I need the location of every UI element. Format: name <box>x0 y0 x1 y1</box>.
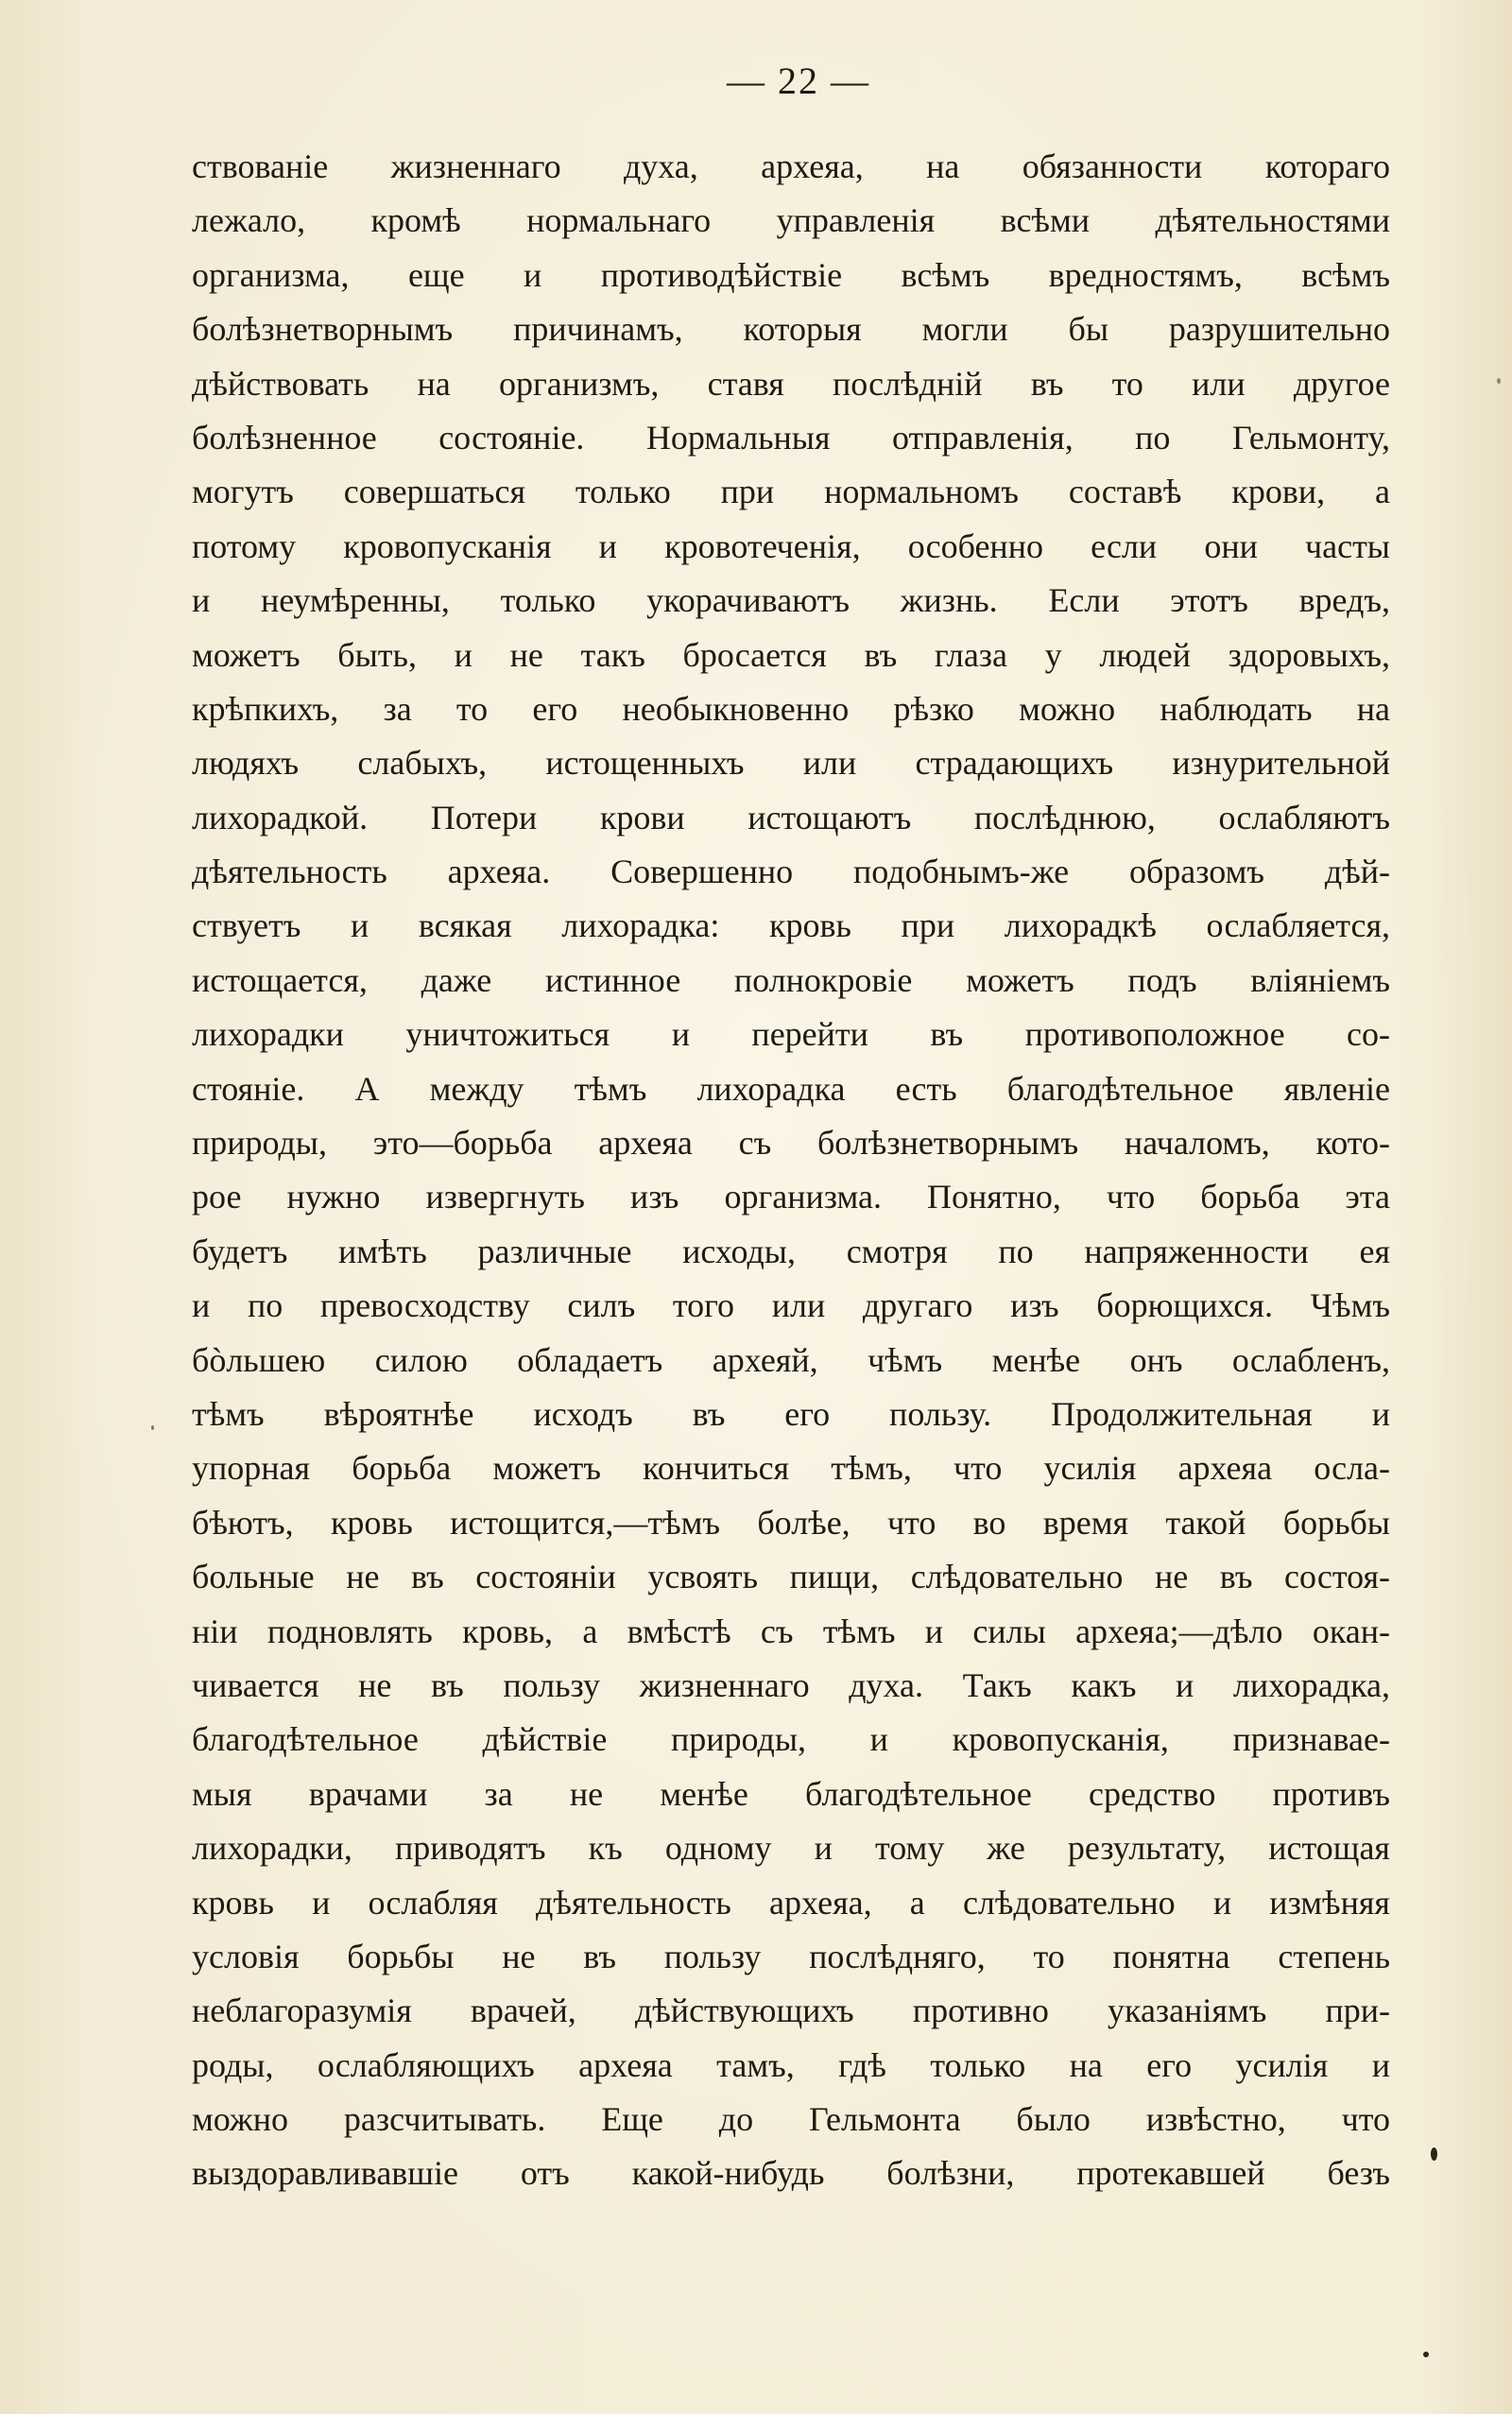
text-line: благодѣтельное дѣйствіе природы, и кровопусканія, признавае- <box>192 1720 1390 1759</box>
text-line: роды, ослабляющихъ археяа тамъ, гдѣ только на его усилія и <box>192 2045 1390 2084</box>
text-line: лежало, кромѣ нормальнаго управленія всѣми дѣятельностями <box>192 201 1390 240</box>
text-line: и неумѣренны, только укорачиваютъ жизнь. Если этотъ вредъ, <box>192 581 1390 620</box>
text-line: можетъ быть, и не такъ бросается въ глаза у людей здоровыхъ, <box>192 635 1390 674</box>
text-line: тѣмъ вѣроятнѣе исходъ въ его пользу. Продолжительная и <box>192 1394 1390 1433</box>
text-line: ствованіе жизненнаго духа, археяа, на обязанности котораго <box>192 147 1390 185</box>
text-line: дѣятельность археяа. Совершенно подобнымъ-же образомъ дѣй- <box>192 853 1390 891</box>
text-line: лихорадки уничтожиться и перейти въ противоположное со- <box>192 1015 1390 1054</box>
ink-speck <box>151 1425 154 1430</box>
text-line: больные не въ состояніи усвоять пищи, слѣдовательно не въ состоя- <box>192 1558 1390 1596</box>
text-line: болѣзнетворнымъ причинамъ, которыя могли бы разрушительно <box>192 310 1390 349</box>
ink-speck <box>1423 2352 1429 2357</box>
text-line: и по превосходству силъ того или другаго изъ борющихся. Чѣмъ <box>192 1286 1390 1325</box>
text-line: неблагоразумія врачей, дѣйствующихъ противно указаніямъ при- <box>192 1992 1390 2030</box>
text-line: выздоравливавшіе отъ какой-нибудь болѣзни, протекавшей безъ <box>192 2154 1390 2193</box>
text-line: потому кровопусканія и кровотеченія, особенно если они часты <box>192 526 1390 565</box>
text-line: бòльшею силою обладаетъ археяй, чѣмъ менѣе онъ ослабленъ, <box>192 1340 1390 1379</box>
page-number: — 22 — <box>727 60 870 102</box>
text-line: ствуетъ и всякая лихорадка: кровь при лихорадкѣ ослабляется, <box>192 906 1390 945</box>
text-line: рое нужно извергнуть изъ организма. Понятно, что борьба эта <box>192 1178 1390 1216</box>
text-line: чивается не въ пользу жизненнаго духа. Такъ какъ и лихорадка, <box>192 1665 1390 1704</box>
text-line: мыя врачами за не менѣе благодѣтельное средство противъ <box>192 1774 1390 1813</box>
text-line: ніи подновлять кровь, а вмѣстѣ съ тѣмъ и силы археяа;—дѣло окан- <box>192 1612 1390 1650</box>
text-line: могутъ совершаться только при нормальномъ составѣ крови, а <box>192 473 1390 511</box>
text-line: бѣютъ, кровь истощится,—тѣмъ болѣе, что во время такой борьбы <box>192 1503 1390 1542</box>
text-line: болѣзненное состояніе. Нормальныя отправленія, по Гельмонту, <box>192 418 1390 457</box>
text-line: кровь и ослабляя дѣятельность археяа, а слѣдовательно и измѣняя <box>192 1883 1390 1922</box>
text-line: лихорадки, приводятъ къ одному и тому же результату, истощая <box>192 1829 1390 1868</box>
text-line: истощается, даже истинное полнокровіе можетъ подъ вліяніемъ <box>192 960 1390 999</box>
text-line: организма, еще и противодѣйствіе всѣмъ вредностямъ, всѣмъ <box>192 255 1390 294</box>
text-line: стояніе. А между тѣмъ лихорадка есть благодѣтельное явленіе <box>192 1069 1390 1108</box>
ink-speck <box>1431 2147 1437 2161</box>
body-text <box>192 140 1390 2201</box>
text-line: природы, это—борьба археяа съ болѣзнетворнымъ началомъ, кото- <box>192 1124 1390 1163</box>
text-line: будетъ имѣть различные исходы, смотря по напряженности ея <box>192 1232 1390 1270</box>
text-line: упорная борьба можетъ кончиться тѣмъ, что усилія археяа осла- <box>192 1449 1390 1488</box>
ink-speck <box>1497 378 1501 384</box>
text-line: людяхъ слабыхъ, истощенныхъ или страдающихъ изнурительной <box>192 744 1390 783</box>
text-line: можно разсчитывать. Еще до Гельмонта было извѣстно, что <box>192 2100 1390 2139</box>
text-line: дѣйствовать на организмъ, ставя послѣдній въ то или другое <box>192 364 1390 403</box>
text-line: условія борьбы не въ пользу послѣдняго, то понятна степень <box>192 1937 1390 1975</box>
text-line: крѣпкихъ, за то его необыкновенно рѣзко можно наблюдать на <box>192 689 1390 728</box>
text-line: лихорадкой. Потери крови истощаютъ послѣднюю, ослабляютъ <box>192 798 1390 836</box>
